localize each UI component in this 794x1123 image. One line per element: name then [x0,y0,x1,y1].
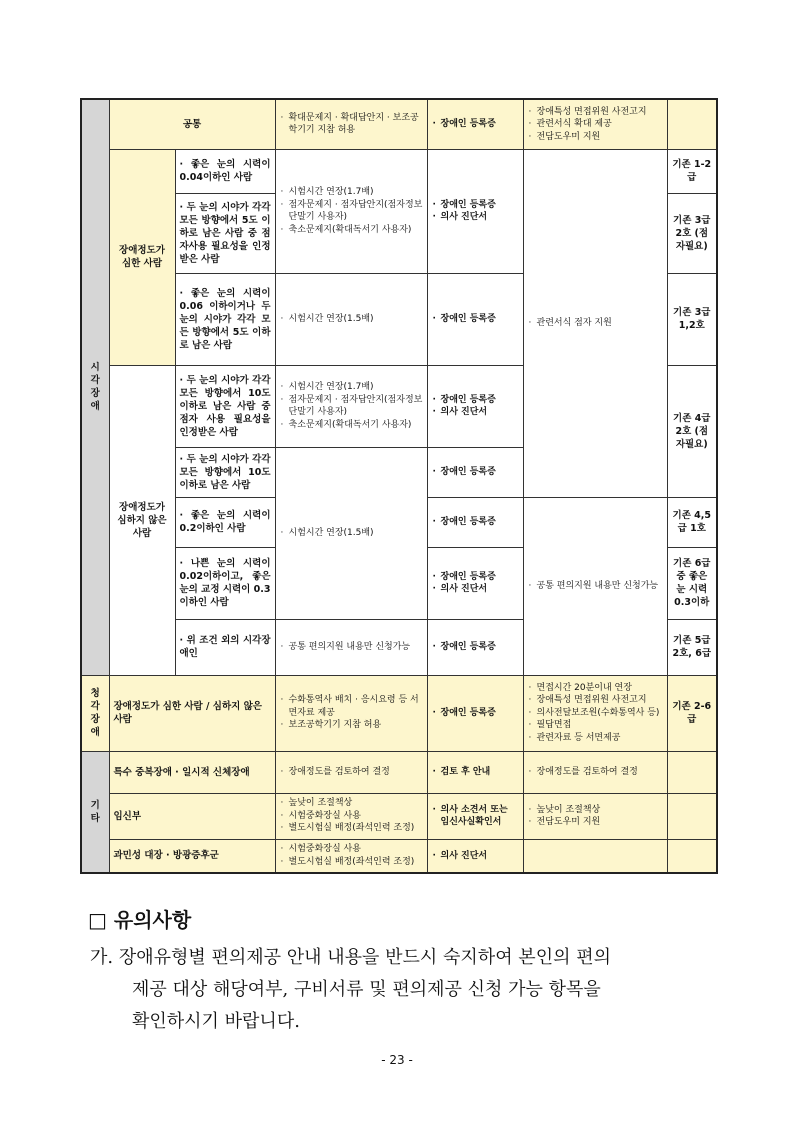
notice-heading: 유의사항 [113,908,192,932]
visual-mild-label: 장애정도가 심하지 않은 사람 [109,365,175,675]
etc-support-2: · 높낮이 조절책상 · 시험중화장실 사용 · 별도시험실 배정(좌석인력 조정) [275,793,427,839]
visual-severe-label: 장애정도가 심한 사람 [109,149,175,365]
etc-docs-3: · 의사 진단서 [427,839,523,873]
visual-common-title: 공통 [109,99,275,149]
visual-mild-docs-5: · 장애인 등록증 [427,619,523,675]
visual-common-other: · 장애특성 면접위원 사전고지 · 관련서식 확대 제공 · 전담도우미 지원 [523,99,667,149]
hearing-criteria: 장애정도가 심한 사람 / 심하지 않은 사람 [109,675,275,751]
visual-severe-criteria-1: · 좋은 눈의 시력이 0.04이하인 사람 [175,149,275,193]
visual-severe-criteria-3: · 좋은 눈의 시력이 0.06 이하이거나 두 눈의 시야가 각각 모든 방향에서 5도 이하로 남은 사람 [175,273,275,365]
visual-severe-support-3: · 시험시간 연장(1.5배) [275,273,427,365]
hearing-docs: · 장애인 등록증 [427,675,523,751]
visual-mild-grade-5: 기존 5급 2호, 6급 [667,619,717,675]
checkbox-square-icon: □ [88,908,107,932]
visual-mild-docs-2: · 장애인 등록증 [427,447,523,497]
category-hearing: 청 각 장 애 [81,675,109,751]
visual-severe-grade-3: 기존 3급 1,2호 [667,273,717,365]
visual-mild-docs-3: · 장애인 등록증 [427,497,523,547]
notice-line-1: 가. 장애유형별 편의제공 안내 내용을 반드시 숙지하여 본인의 편의 [90,947,611,968]
visual-mild-grade-1: 기존 4급 2호 (점자필요) [667,365,717,497]
visual-mild-grade-4: 기존 6급 중 좋은 눈 시력 0.3이하 [667,547,717,619]
notice-line-2: 제공 대상 해당여부, 구비서류 및 편의제공 신청 가능 항목을 [132,979,601,1000]
etc-criteria-3: 과민성 대장 · 방광증후군 [109,839,275,873]
page-number: - 23 - [381,1053,413,1067]
visual-braille-support: · 관련서식 점자 지원 [523,149,667,497]
hearing-grade: 기존 2-6급 [667,675,717,751]
notice-section-title [88,904,191,933]
category-visual: 시 각 장 애 [81,99,109,675]
etc-criteria-1: 특수 중복장애 · 일시적 신체장애 [109,751,275,793]
hearing-other: · 면접시간 20분이내 연장 · 장애특성 면접위원 사전고지 · 의사전달보조원(수화통역사 등) · 필답면접 · 관련자료 등 서면제공 [523,675,667,751]
visual-mild-other: · 공통 편의지원 내용만 신청가능 [523,497,667,675]
visual-severe-grade-2: 기존 3급 2호 (점자필요) [667,193,717,273]
etc-criteria-2: 임신부 [109,793,275,839]
visual-mild-criteria-1: · 두 눈의 시야가 각각 모든 방향에서 10도 이하로 남은 사람 중 점자 사용 필요성을 인정받은 사람 [175,365,275,447]
visual-severe-docs: · 장애인 등록증 · 의사 진단서 [427,149,523,273]
etc-other-2: · 높낮이 조절책상 · 전담도우미 지원 [523,793,667,839]
notice-line-3: 확인하시기 바랍니다. [132,1011,300,1032]
visual-mild-docs-1: · 장애인 등록증 · 의사 진단서 [427,365,523,447]
notice-paragraph [90,942,730,1038]
visual-severe-criteria-2: · 두 눈의 시야가 각각 모든 방향에서 5도 이하로 남은 사람 중 점자사용 필요성을 인정받은 사람 [175,193,275,273]
visual-mild-criteria-5: · 위 조건 외의 시각장애인 [175,619,275,675]
etc-docs-2: · 의사 소견서 또는 임신사실확인서 [427,793,523,839]
visual-common-docs: · 장애인 등록증 [427,99,523,149]
visual-severe-support: · 시험시간 연장(1.7배) · 점자문제지 · 점자답안지(점자정보단말기 사용자) · 축소문제지(확대독서기 사용자) [275,149,427,273]
etc-docs-1: · 검토 후 안내 [427,751,523,793]
etc-support-3: · 시험중화장실 사용 · 별도시험실 배정(좌석인력 조정) [275,839,427,873]
visual-common-support: · 확대문제지 · 확대답안지 · 보조공학기기 지참 허용 [275,99,427,149]
visual-mild-criteria-4: · 나쁜 눈의 시력이 0.02이하이고, 좋은 눈의 교정 시력이 0.3이하인 사람 [175,547,275,619]
category-etc: 기 타 [81,751,109,873]
visual-mild-support-1: · 시험시간 연장(1.7배) · 점자문제지 · 점자답안지(점자정보단말기 사용자) · 축소문제지(확대독서기 사용자) [275,365,427,447]
visual-mild-support-23: · 시험시간 연장(1.5배) [275,447,427,619]
visual-severe-docs-3: · 장애인 등록증 [427,273,523,365]
support-table [80,98,718,874]
visual-mild-support-5: · 공통 편의지원 내용만 신청가능 [275,619,427,675]
hearing-support: · 수화통역사 배치 · 응시요령 등 서면자료 제공 · 보조공학기기 지참 허용 [275,675,427,751]
visual-mild-criteria-2: · 두 눈의 시야가 각각 모든 방향에서 10도 이하로 남은 사람 [175,447,275,497]
etc-other-1: · 장애정도를 검토하여 결정 [523,751,667,793]
visual-mild-grade-3: 기존 4,5급 1호 [667,497,717,547]
etc-support-1: · 장애정도를 검토하여 결정 [275,751,427,793]
visual-severe-grade-1: 기존 1-2급 [667,149,717,193]
visual-mild-criteria-3: · 좋은 눈의 시력이 0.2이하인 사람 [175,497,275,547]
visual-mild-docs-4: · 장애인 등록증 · 의사 진단서 [427,547,523,619]
